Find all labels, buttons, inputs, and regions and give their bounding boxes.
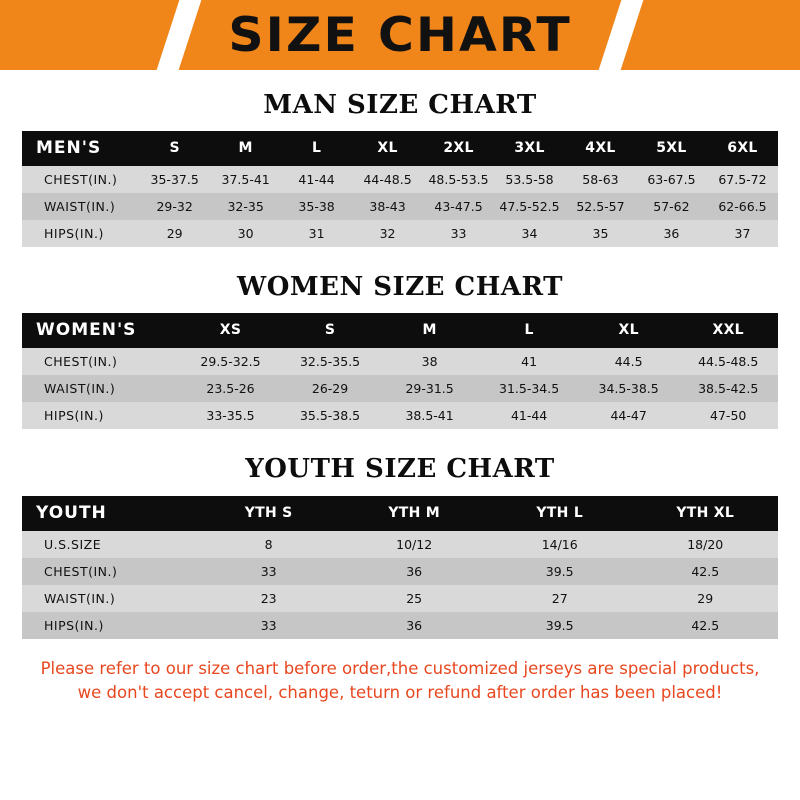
- women-header-xxl: XXL: [712, 322, 744, 338]
- table-row: [22, 585, 778, 612]
- youth-hips-l: 39.5: [545, 618, 574, 633]
- table-row: [22, 193, 778, 220]
- men-row-hips-label: HIPS(IN.): [44, 226, 104, 241]
- men-waist-3xl: 47.5-52.5: [499, 199, 560, 214]
- men-waist-2xl: 43-47.5: [434, 199, 483, 214]
- men-header-s: S: [169, 140, 180, 156]
- women-section-title: WOMEN SIZE CHART: [237, 272, 563, 302]
- youth-header-yth-m: YTH M: [388, 505, 441, 521]
- women-header-xl: XL: [618, 322, 639, 338]
- youth-ussize-xl: 18/20: [687, 537, 724, 552]
- banner-wedge-right: [599, 0, 644, 70]
- youth-ussize-m: 10/12: [396, 537, 433, 552]
- women-header-m: M: [422, 322, 437, 338]
- men-header-3xl: 3XL: [514, 140, 545, 156]
- men-hips-6xl: 37: [734, 226, 751, 241]
- men-size-table: [22, 131, 778, 247]
- men-section-title: MAN SIZE CHART: [263, 90, 537, 120]
- men-waist-l: 35-38: [298, 199, 335, 214]
- men-header-l: L: [311, 140, 322, 156]
- women-hips-s: 35.5-38.5: [299, 408, 361, 423]
- women-hips-l: 41-44: [510, 408, 548, 423]
- men-chest-3xl: 53.5-58: [505, 172, 554, 187]
- order-notice-line-1: Please refer to our size chart before order,the customized jerseys are special products,: [40, 659, 760, 678]
- men-table-header-row: [22, 131, 778, 166]
- men-waist-4xl: 52.5-57: [576, 199, 625, 214]
- men-hips-s: 29: [166, 226, 183, 241]
- women-row-chest-label: CHEST(IN.): [44, 354, 118, 369]
- table-row: [22, 531, 778, 558]
- table-row: [22, 402, 778, 429]
- youth-waist-m: 25: [406, 591, 423, 606]
- youth-row-hips-label: HIPS(IN.): [44, 618, 104, 633]
- women-waist-l: 31.5-34.5: [499, 381, 560, 396]
- men-hips-5xl: 36: [663, 226, 680, 241]
- youth-waist-xl: 29: [697, 591, 714, 606]
- men-waist-5xl: 57-62: [653, 199, 690, 214]
- women-chest-m: 38: [421, 354, 438, 369]
- women-hips-xl: 44-47: [610, 408, 647, 423]
- table-row: [22, 375, 778, 402]
- youth-header-label: YOUTH: [36, 503, 107, 523]
- men-hips-4xl: 35: [592, 226, 609, 241]
- youth-header-yth-s: YTH S: [244, 505, 293, 521]
- men-chest-xl: 44-48.5: [363, 172, 412, 187]
- men-chest-4xl: 58-63: [582, 172, 619, 187]
- youth-hips-xl: 42.5: [691, 618, 720, 633]
- youth-ussize-s: 8: [264, 537, 273, 552]
- men-header-2xl: 2XL: [443, 140, 474, 156]
- women-chest-xl: 44.5: [614, 354, 643, 369]
- women-header-s: S: [324, 322, 336, 338]
- women-chest-s: 32.5-35.5: [299, 354, 361, 369]
- women-waist-m: 29-31.5: [405, 381, 454, 396]
- men-chest-6xl: 67.5-72: [718, 172, 767, 187]
- men-header-6xl: 6XL: [727, 140, 758, 156]
- women-waist-xs: 23.5-26: [206, 381, 255, 396]
- men-chest-l: 41-44: [298, 172, 335, 187]
- table-row: [22, 612, 778, 639]
- women-waist-xl: 34.5-38.5: [598, 381, 659, 396]
- youth-row-waist-label: WAIST(IN.): [44, 591, 116, 606]
- men-row-chest-label: CHEST(IN.): [44, 172, 118, 187]
- men-chest-2xl: 48.5-53.5: [428, 172, 489, 187]
- women-chest-xxl: 44.5-48.5: [698, 354, 759, 369]
- men-row-waist-label: WAIST(IN.): [44, 199, 116, 214]
- youth-hips-s: 33: [260, 618, 277, 633]
- women-row-hips-label: HIPS(IN.): [44, 408, 104, 423]
- women-chest-l: 41: [521, 354, 538, 369]
- content-area: [0, 90, 800, 705]
- order-notice-line-2: we don't accept cancel, change, teturn or refund after order has been placed!: [77, 682, 723, 702]
- youth-waist-l: 27: [551, 591, 568, 606]
- women-hips-m: 38.5-41: [405, 408, 454, 423]
- women-header-label: WOMEN'S: [36, 320, 137, 340]
- men-header-5xl: 5XL: [656, 140, 687, 156]
- table-row: [22, 166, 778, 193]
- table-row: [22, 558, 778, 585]
- order-notice: [22, 657, 778, 705]
- men-chest-5xl: 63-67.5: [647, 172, 696, 187]
- youth-chest-s: 33: [260, 564, 277, 579]
- men-waist-xl: 38-43: [369, 199, 406, 214]
- men-hips-l: 31: [308, 226, 325, 241]
- men-waist-6xl: 62-66.5: [718, 199, 767, 214]
- youth-table-header-row: [22, 496, 778, 531]
- youth-ussize-l: 14/16: [541, 537, 578, 552]
- youth-row-chest-label: CHEST(IN.): [44, 564, 118, 579]
- youth-chest-m: 36: [406, 564, 423, 579]
- men-hips-m: 30: [237, 226, 254, 241]
- table-row: [22, 348, 778, 375]
- men-header-label: MEN'S: [36, 138, 102, 158]
- table-row: [22, 220, 778, 247]
- men-waist-m: 32-35: [227, 199, 264, 214]
- men-header-xl: XL: [377, 140, 398, 156]
- men-chest-m: 37.5-41: [221, 172, 270, 187]
- youth-header-yth-l: YTH L: [536, 505, 584, 521]
- women-row-waist-label: WAIST(IN.): [44, 381, 116, 396]
- women-size-table: [22, 313, 778, 429]
- youth-chest-xl: 42.5: [691, 564, 720, 579]
- banner-wedge-left: [157, 0, 202, 70]
- men-header-m: M: [238, 140, 253, 156]
- youth-waist-s: 23: [260, 591, 277, 606]
- women-header-xs: XS: [219, 322, 242, 338]
- women-table-header-row: [22, 313, 778, 348]
- men-waist-s: 29-32: [156, 199, 193, 214]
- women-chest-xs: 29.5-32.5: [200, 354, 261, 369]
- men-hips-2xl: 33: [450, 226, 467, 241]
- women-waist-xxl: 38.5-42.5: [698, 381, 759, 396]
- youth-size-table: [22, 496, 778, 639]
- women-hips-xs: 33-35.5: [206, 408, 255, 423]
- youth-section-title: YOUTH SIZE CHART: [245, 454, 555, 484]
- page-title: SIZE CHART: [228, 7, 572, 63]
- men-header-4xl: 4XL: [585, 140, 616, 156]
- men-chest-s: 35-37.5: [150, 172, 199, 187]
- women-header-l: L: [524, 322, 534, 338]
- header-banner: [0, 0, 800, 70]
- youth-row-ussize-label: U.S.SIZE: [44, 537, 102, 552]
- women-waist-s: 26-29: [311, 381, 349, 396]
- youth-chest-l: 39.5: [545, 564, 574, 579]
- youth-hips-m: 36: [406, 618, 423, 633]
- men-hips-3xl: 34: [521, 226, 538, 241]
- men-hips-xl: 32: [379, 226, 396, 241]
- youth-header-yth-xl: YTH XL: [676, 505, 735, 521]
- women-hips-xxl: 47-50: [710, 408, 747, 423]
